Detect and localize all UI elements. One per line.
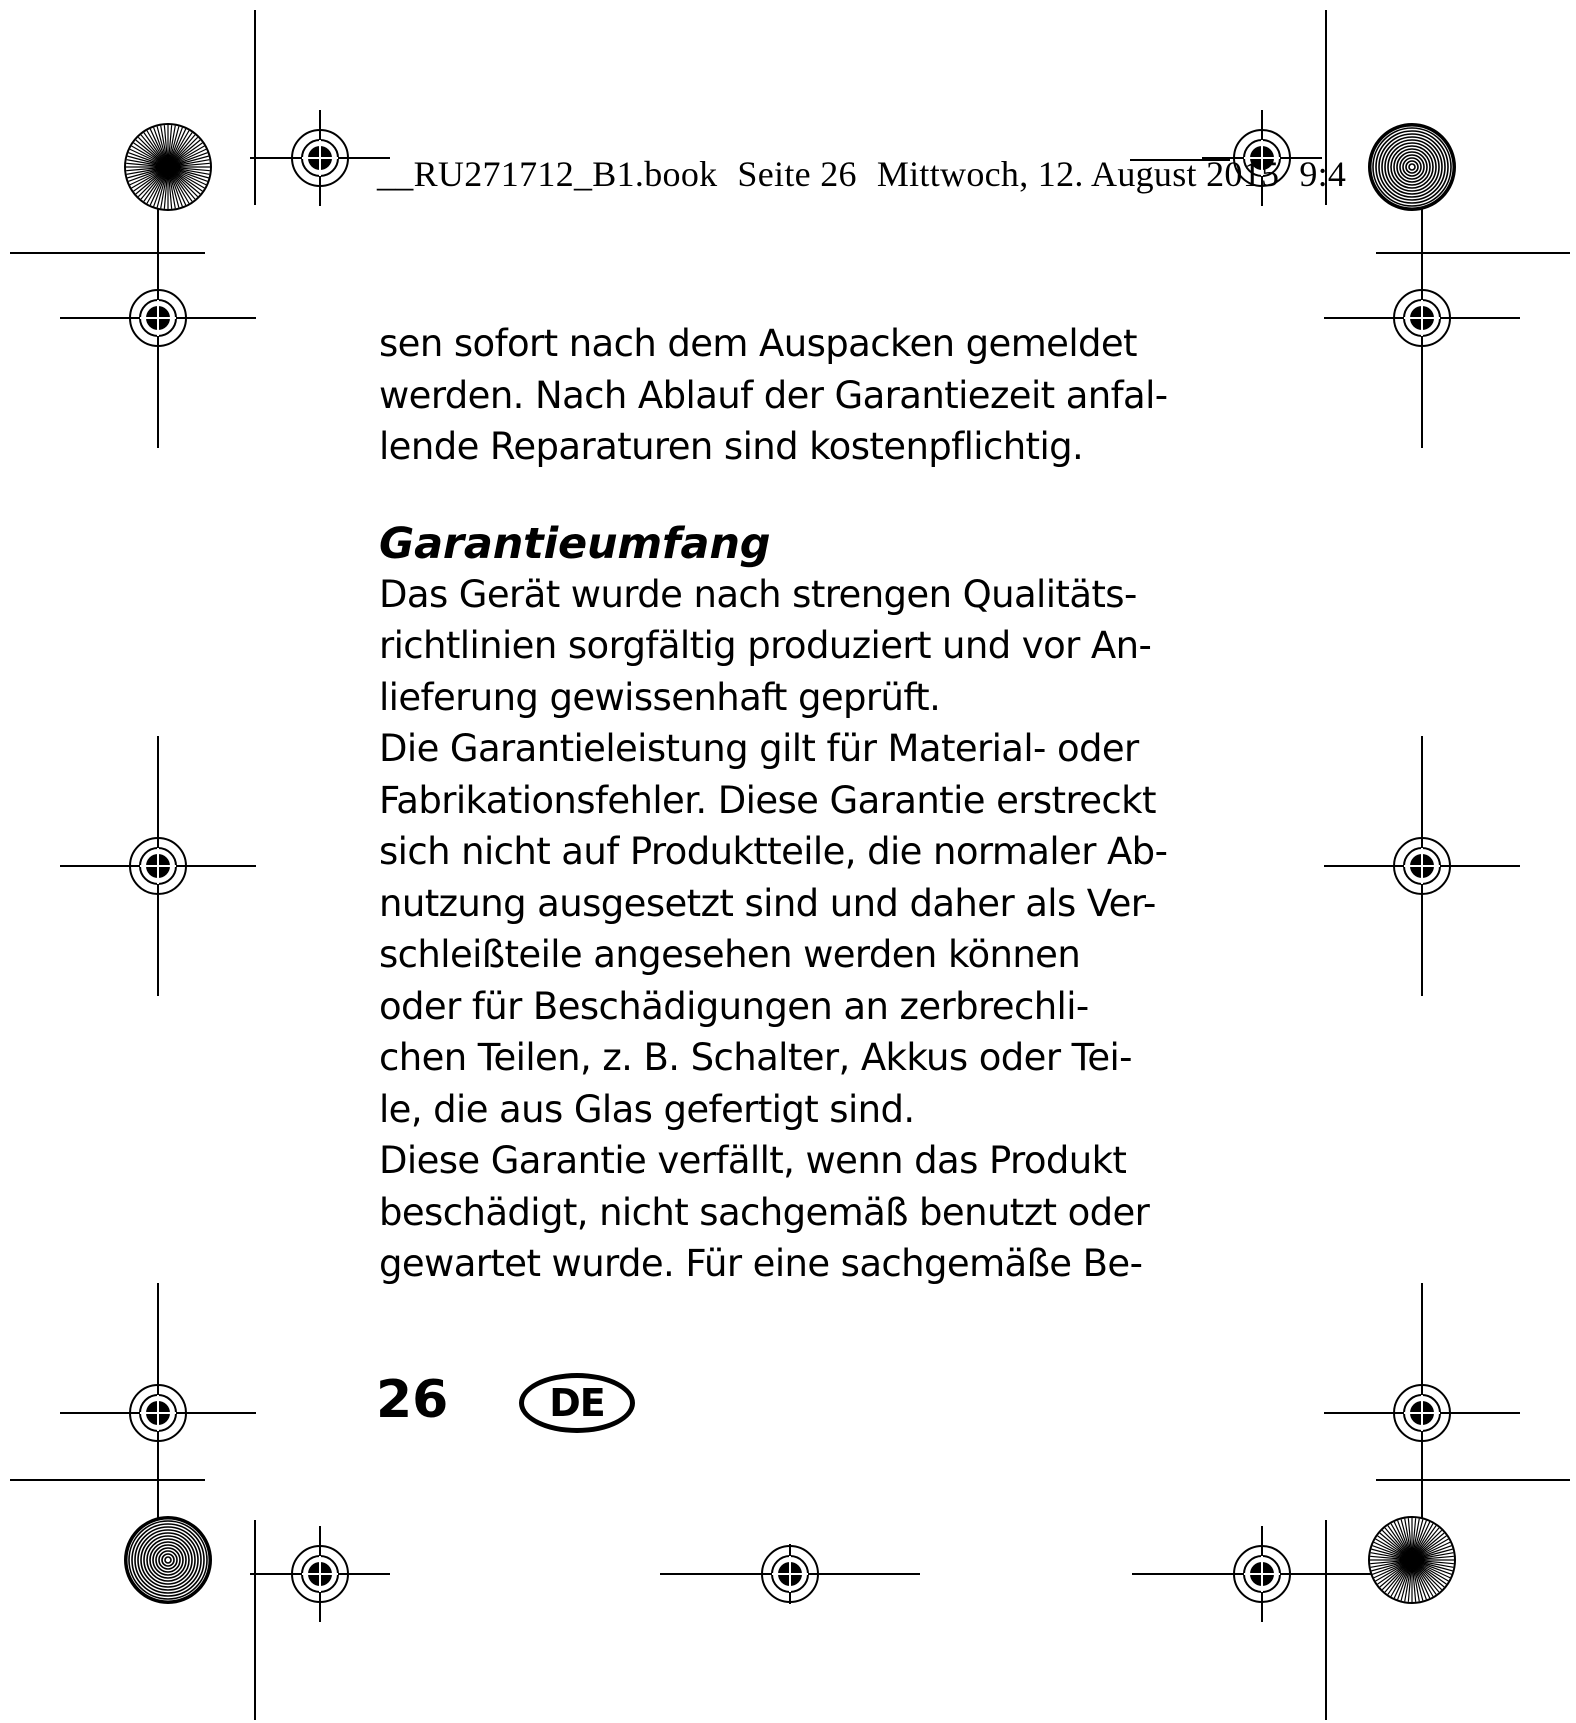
intro-line: lende Reparaturen sind kostenpflichtig.: [379, 425, 1084, 468]
section-body: [379, 569, 1209, 1290]
body-line: schleißteile angesehen werden können: [379, 933, 1081, 976]
starburst-target-icon: [1369, 1517, 1455, 1603]
starburst-target-icon: [125, 1517, 211, 1603]
intro-paragraph: [379, 318, 1209, 473]
starburst-target-icon: [1369, 124, 1455, 210]
intro-line: sen sofort nach dem Auspacken gemeldet: [379, 322, 1137, 365]
registration-mark-icon: [60, 736, 256, 996]
registration-mark-icon: [60, 188, 256, 448]
body-line: Das Gerät wurde nach strengen Qualitäts-: [379, 572, 1137, 616]
body-line: le, die aus Glas gefertigt sind.: [379, 1087, 915, 1131]
registration-mark-icon: [660, 1544, 920, 1604]
language-badge: DE: [519, 1373, 635, 1433]
registration-mark-icon: [1132, 1526, 1392, 1622]
body-line: chen Teilen, z. B. Schalter, Akkus oder Tei-: [379, 1036, 1132, 1079]
page-number: 26: [376, 1370, 449, 1430]
slug-file-label: __RU271712_B1.book: [377, 154, 718, 194]
registration-mark-icon: [1324, 188, 1520, 448]
registration-mark-icon: [1324, 1283, 1520, 1543]
body-line: nutzung ausgesetzt sind und daher als Ver-: [379, 881, 1156, 925]
slug-time-label: 9:4: [1299, 154, 1347, 194]
body-line: Die Garantieleistung gilt für Material- oder: [379, 727, 1139, 770]
body-line: beschädigt, nicht sachgemäß benutzt oder: [379, 1190, 1150, 1234]
section-heading: Garantieumfang: [379, 518, 771, 569]
print-slug-header: [377, 152, 1366, 196]
slug-page-label: Seite 26: [737, 154, 857, 194]
page-body: [379, 318, 1209, 1290]
body-line: lieferung gewissenhaft geprüft.: [379, 675, 941, 719]
registration-mark-icon: [250, 110, 390, 206]
slug-date-label: Mittwoch, 12. August 2015: [876, 154, 1280, 194]
body-line: sich nicht auf Produktteile, die normaler Ab-: [379, 830, 1168, 873]
registration-mark-icon: [250, 1526, 390, 1622]
body-line: Fabrikationsfehler. Diese Garantie erstreckt: [379, 778, 1156, 822]
body-line: Diese Garantie verfällt, wenn das Produkt: [379, 1139, 1127, 1182]
starburst-target-icon: [125, 124, 211, 210]
intro-line: werden. Nach Ablauf der Garantiezeit anfal-: [379, 373, 1168, 417]
body-line: oder für Beschädigungen an zerbrechli-: [379, 984, 1089, 1028]
body-line: richtlinien sorgfältig produziert und vor An-: [379, 624, 1152, 667]
registration-mark-icon: [1324, 736, 1520, 996]
body-line: gewartet wurde. Für eine sachgemäße Be-: [379, 1242, 1143, 1285]
registration-mark-icon: [60, 1283, 256, 1543]
